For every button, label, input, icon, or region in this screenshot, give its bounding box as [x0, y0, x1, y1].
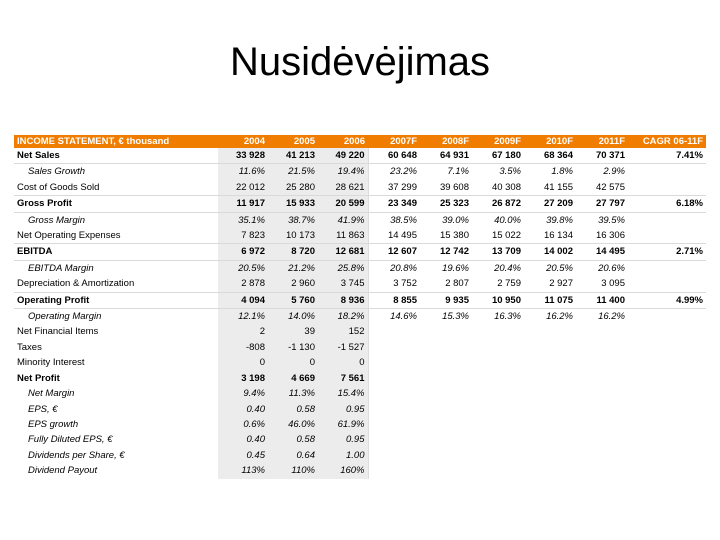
table-cell: 39.8%	[546, 214, 573, 226]
table-cell: 12 742	[420, 244, 472, 260]
table-cell	[420, 432, 472, 447]
row-label: Net Sales	[14, 148, 218, 164]
table-cell	[576, 371, 628, 386]
table-cell: 8 936	[318, 292, 368, 308]
row-label: EPS growth	[28, 418, 79, 430]
table-cell: 22 012	[218, 180, 268, 196]
table-cell: 23 349	[368, 196, 420, 212]
row-label: Net Margin	[28, 388, 75, 400]
table-cell: 41.9%	[318, 212, 368, 228]
table-row	[14, 355, 706, 370]
table-cell: 12 681	[318, 244, 368, 260]
table-cell	[368, 386, 420, 401]
header-column: CAGR 06-11F	[628, 135, 706, 148]
table-cell: 113%	[218, 463, 268, 478]
table-cell: 2 878	[218, 276, 268, 292]
table-cell: 2	[218, 324, 268, 339]
row-label: Depreciation & Amortization	[14, 276, 218, 292]
table-cell	[420, 340, 472, 355]
table-cell	[420, 448, 472, 463]
table-cell	[524, 340, 576, 355]
header-column: 2010F	[524, 135, 576, 148]
table-cell: 60 648	[368, 148, 420, 164]
table-cell: 16.2%	[598, 311, 625, 323]
table-cell: 27 209	[524, 196, 576, 212]
table-cell: 16.3%	[494, 311, 521, 323]
table-cell: 40.0%	[494, 214, 521, 226]
table-cell: 10 173	[268, 228, 318, 244]
table-cell: 27 797	[576, 196, 628, 212]
table-cell: 1.00	[318, 448, 368, 463]
table-cell: 2 807	[420, 276, 472, 292]
income-statement-table	[14, 135, 706, 479]
table-cell	[628, 355, 706, 370]
table-cell: 8 720	[268, 244, 318, 260]
table-cell: 15 022	[472, 228, 524, 244]
table-cell: 2 960	[268, 276, 318, 292]
table-cell	[524, 386, 576, 401]
table-cell	[420, 417, 472, 432]
table-cell	[368, 355, 420, 370]
table-cell: 21.5%	[268, 164, 318, 180]
table-cell: 20.8%	[390, 262, 417, 274]
table-cell: 67 180	[472, 148, 524, 164]
table-cell: 38.5%	[390, 214, 417, 226]
table-cell: -1 130	[268, 340, 318, 355]
table-row	[14, 309, 706, 325]
header-column: 2004	[218, 135, 268, 148]
table-cell	[576, 340, 628, 355]
row-label: Net Profit	[17, 372, 60, 384]
table-cell: 3 745	[318, 276, 368, 292]
table-cell: 11 917	[218, 196, 268, 212]
row-label: Fully Diluted EPS, €	[28, 434, 113, 446]
table-cell	[524, 448, 576, 463]
table-row	[14, 164, 706, 180]
table-cell	[628, 340, 706, 355]
table-cell: 39.0%	[442, 214, 469, 226]
table-cell: 15.4%	[318, 386, 368, 401]
table-cell	[628, 417, 706, 432]
table-cell: 15 933	[268, 196, 318, 212]
table-cell: 68 364	[524, 148, 576, 164]
table-cell: 2 927	[524, 276, 576, 292]
table-cell	[576, 402, 628, 417]
table-cell	[628, 448, 706, 463]
table-cell: 110%	[268, 463, 318, 478]
table-cell: 39	[268, 324, 318, 339]
table-cell	[472, 355, 524, 370]
row-label: Minority Interest	[17, 357, 85, 369]
table-cell: 3 095	[576, 276, 628, 292]
table-cell: 41 213	[268, 148, 318, 164]
table-cell: 0.58	[268, 432, 318, 447]
table-cell: 14 495	[576, 244, 628, 260]
table-cell	[420, 402, 472, 417]
table-cell: 37 299	[368, 180, 420, 196]
table-cell: 11.3%	[268, 386, 318, 401]
table-cell	[368, 402, 420, 417]
table-cell	[524, 463, 576, 478]
table-cell: 40 308	[472, 180, 524, 196]
table-cell: 0.40	[218, 432, 268, 447]
row-label: Sales Growth	[28, 166, 86, 178]
row-label: Cost of Goods Sold	[14, 180, 218, 196]
table-cell	[420, 371, 472, 386]
table-cell: 41 155	[524, 180, 576, 196]
table-cell	[368, 448, 420, 463]
table-cell: 14.0%	[268, 309, 318, 325]
header-column: 2006	[318, 135, 368, 148]
table-row	[14, 260, 706, 276]
row-label: Dividend Payout	[28, 465, 98, 477]
table-cell: 38.7%	[268, 212, 318, 228]
table-cell: 2.71%	[628, 244, 706, 260]
table-cell	[472, 432, 524, 447]
table-cell	[576, 386, 628, 401]
header-column: 2008F	[420, 135, 472, 148]
table-cell: 16 134	[524, 228, 576, 244]
table-cell: -1 527	[318, 340, 368, 355]
table-cell: 16 306	[576, 228, 628, 244]
table-cell: 0.45	[218, 448, 268, 463]
table-cell: 20.4%	[494, 262, 521, 274]
table-cell: 15.3%	[442, 311, 469, 323]
row-label: Operating Profit	[14, 292, 218, 308]
table-cell: 9.4%	[218, 386, 268, 401]
table-cell	[420, 355, 472, 370]
table-cell: 0.58	[268, 402, 318, 417]
row-label: Net Financial Items	[17, 326, 99, 338]
table-cell: 39.5%	[598, 214, 625, 226]
table-cell: 1.8%	[551, 166, 573, 178]
table-cell	[576, 417, 628, 432]
table-cell	[628, 402, 706, 417]
table-cell: 10 950	[472, 292, 524, 308]
header-column: 2007F	[368, 135, 420, 148]
row-label: Net Operating Expenses	[14, 228, 218, 244]
table-row	[14, 196, 706, 212]
row-label: Taxes	[17, 341, 42, 353]
table-cell	[628, 212, 706, 228]
table-cell: 14.6%	[390, 311, 417, 323]
table-cell	[472, 463, 524, 478]
table-cell	[628, 260, 706, 276]
table-cell: 7 823	[218, 228, 268, 244]
table-cell: 20.5%	[546, 262, 573, 274]
table-cell	[628, 386, 706, 401]
table-cell	[524, 371, 576, 386]
table-cell: 6 972	[218, 244, 268, 260]
table-cell: 4 094	[218, 292, 268, 308]
table-header-row	[14, 135, 706, 148]
table-cell	[576, 432, 628, 447]
table-cell: 42 575	[576, 180, 628, 196]
table-cell: 21.2%	[268, 260, 318, 276]
table-row	[14, 340, 706, 355]
table-cell: 0	[318, 355, 368, 370]
table-cell: 20 599	[318, 196, 368, 212]
table-row	[14, 148, 706, 164]
table-cell: 0	[268, 355, 318, 370]
table-cell: 15 380	[420, 228, 472, 244]
table-cell: 12.1%	[218, 309, 268, 325]
table-cell: 16.2%	[546, 311, 573, 323]
table-cell	[472, 324, 524, 339]
table-cell: 3 198	[218, 371, 268, 386]
header-column: 2009F	[472, 135, 524, 148]
table-cell	[628, 276, 706, 292]
table-cell: 49 220	[318, 148, 368, 164]
table-cell: 26 872	[472, 196, 524, 212]
table-cell	[420, 386, 472, 401]
table-cell: 33 928	[218, 148, 268, 164]
table-cell: 160%	[318, 463, 368, 478]
table-cell	[576, 355, 628, 370]
table-cell: 11 863	[318, 228, 368, 244]
table-cell: 18.2%	[318, 309, 368, 325]
table-cell	[368, 463, 420, 478]
table-cell: 14 002	[524, 244, 576, 260]
table-cell: 3 752	[368, 276, 420, 292]
table-cell: 25 323	[420, 196, 472, 212]
table-cell	[368, 371, 420, 386]
table-cell: 0.40	[218, 402, 268, 417]
table-cell: -808	[218, 340, 268, 355]
table-cell	[524, 432, 576, 447]
table-row	[14, 371, 706, 386]
table-cell: 7.1%	[447, 166, 469, 178]
table-cell: 64 931	[420, 148, 472, 164]
table-cell: 19.4%	[318, 164, 368, 180]
table-row	[14, 212, 706, 228]
table-cell: 25 280	[268, 180, 318, 196]
table-cell: 23.2%	[390, 166, 417, 178]
table-cell	[472, 417, 524, 432]
table-cell: 12 607	[368, 244, 420, 260]
row-label: Dividends per Share, €	[28, 449, 125, 461]
table-cell: 9 935	[420, 292, 472, 308]
table-cell: 46.0%	[268, 417, 318, 432]
table-cell: 5 760	[268, 292, 318, 308]
table-cell: 7 561	[318, 371, 368, 386]
table-row	[14, 324, 706, 339]
table-cell: 4 669	[268, 371, 318, 386]
table-row	[14, 292, 706, 308]
table-cell: 14 495	[368, 228, 420, 244]
table-row	[14, 180, 706, 196]
table-row	[14, 228, 706, 244]
table-cell	[628, 324, 706, 339]
row-label: Gross Margin	[28, 214, 86, 226]
table-row	[14, 417, 706, 432]
header-column: 2011F	[576, 135, 628, 148]
table-cell: 8 855	[368, 292, 420, 308]
table-cell	[628, 228, 706, 244]
table-cell: 152	[318, 324, 368, 339]
row-label: EBITDA Margin	[28, 262, 94, 274]
table-cell: 19.6%	[442, 262, 469, 274]
table-cell	[628, 164, 706, 180]
row-label: Operating Margin	[28, 311, 102, 323]
table-cell: 0	[218, 355, 268, 370]
table-cell: 2 759	[472, 276, 524, 292]
table-row	[14, 448, 706, 463]
header-label: INCOME STATEMENT, € thousand	[14, 135, 218, 148]
table-cell	[472, 402, 524, 417]
table-cell	[368, 417, 420, 432]
table-cell	[524, 402, 576, 417]
table-cell: 61.9%	[318, 417, 368, 432]
table-cell	[472, 371, 524, 386]
table-row	[14, 386, 706, 401]
table-cell: 20.5%	[218, 260, 268, 276]
table-cell: 7.41%	[628, 148, 706, 164]
table-cell: 13 709	[472, 244, 524, 260]
table-cell: 4.99%	[628, 292, 706, 308]
header-column: 2005	[268, 135, 318, 148]
table-cell: 6.18%	[628, 196, 706, 212]
table-cell	[524, 417, 576, 432]
table-cell: 0.95	[318, 402, 368, 417]
table-cell	[420, 324, 472, 339]
table-cell: 70 371	[576, 148, 628, 164]
table-row	[14, 402, 706, 417]
table-cell	[576, 324, 628, 339]
table-row	[14, 276, 706, 292]
table-cell: 0.64	[268, 448, 318, 463]
table-cell: 35.1%	[218, 212, 268, 228]
table-cell	[472, 340, 524, 355]
table-cell	[524, 324, 576, 339]
table-cell: 3.5%	[499, 166, 521, 178]
row-label: Gross Profit	[14, 196, 218, 212]
table-cell	[472, 386, 524, 401]
table-cell	[628, 371, 706, 386]
table-cell	[368, 340, 420, 355]
table-cell: 11 400	[576, 292, 628, 308]
table-cell	[576, 448, 628, 463]
slide-title: Nusidėvėjimas	[229, 40, 491, 84]
table-cell: 20.6%	[598, 262, 625, 274]
table-cell	[420, 463, 472, 478]
table-cell	[524, 355, 576, 370]
table-cell: 2.9%	[603, 166, 625, 178]
table-cell	[368, 432, 420, 447]
table-cell: 0.95	[318, 432, 368, 447]
table-row	[14, 244, 706, 260]
table-cell	[368, 324, 420, 339]
table-cell: 25.8%	[318, 260, 368, 276]
table-cell: 28 621	[318, 180, 368, 196]
table-cell	[628, 463, 706, 478]
table-cell: 39 608	[420, 180, 472, 196]
row-label: EBITDA	[14, 244, 218, 260]
table-cell	[628, 432, 706, 447]
table-row	[14, 463, 706, 478]
table-cell	[472, 448, 524, 463]
table-cell: 0.6%	[218, 417, 268, 432]
table-cell	[628, 309, 706, 325]
table-row	[14, 432, 706, 447]
table-cell: 11.6%	[218, 164, 268, 180]
row-label: EPS, €	[28, 403, 58, 415]
table-cell: 11 075	[524, 292, 576, 308]
table-cell	[628, 180, 706, 196]
table-cell	[576, 463, 628, 478]
